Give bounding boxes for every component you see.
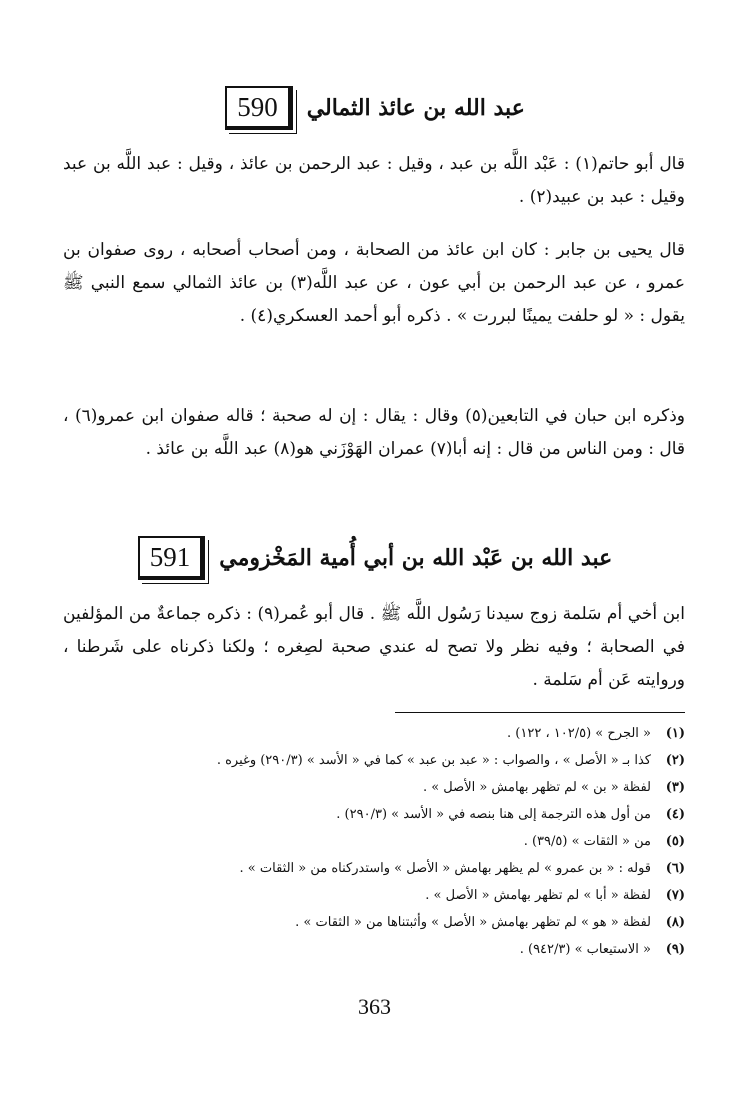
footnote xyxy=(63,936,685,963)
entry-paragraph: وذكره ابن حبان في التابعين(٥) وقال : يقال : إن له صحبة ؛ قاله صفوان ابن عمرو(٦) ، قال : ومن الناس من قال : إنه أبا(٧) عمران الهَوْزَني هو(٨) عبد اللَّه بن عائذ . xyxy=(63,406,685,459)
entry-number-box: 591 xyxy=(138,536,206,580)
footnote xyxy=(63,774,685,801)
footnote-text: لفظة « بن » لم تظهر بهامش « الأصل » . xyxy=(422,780,651,795)
footnote xyxy=(63,855,685,882)
footnote xyxy=(63,909,685,936)
footnote-text: « الاستيعاب » (٩٤٢/٣) . xyxy=(519,942,651,957)
footnote-number: (٢) xyxy=(665,753,685,768)
footnote xyxy=(63,801,685,828)
footnote-text: « الجرح » (١٠٢/٥ ، ١٢٢) . xyxy=(507,726,651,741)
entry-heading-591 xyxy=(65,536,685,580)
entry-title: عبد الله بن عائذ الثمالي xyxy=(306,95,525,121)
entry-title: عبد الله بن عَبْد الله بن أبي أُمية المَخْزومي xyxy=(219,545,613,571)
footnote-text: قوله : « بن عمرو » لم يظهر بهامش « الأصل » واستدركناه من « الثقات » . xyxy=(239,861,651,876)
footnote-text: كذا بـ « الأصل » ، والصواب : « عبد بن عبد » كما في « الأسد » (٢٩٠/٣) وغيره . xyxy=(216,753,651,768)
footnote-text: من أول هذه الترجمة إلى هنا بنصه في « الأسد » (٢٩٠/٣) . xyxy=(336,807,651,822)
footnote-number: (٩) xyxy=(665,942,685,957)
footnotes xyxy=(63,720,685,963)
footnote-number: (٥) xyxy=(665,834,685,849)
footnote-separator xyxy=(395,712,685,713)
footnote-number: (٣) xyxy=(665,780,685,795)
footnote xyxy=(63,828,685,855)
footnote-text: لفظة « أبا » لم تظهر بهامش « الأصل » . xyxy=(425,888,651,903)
footnote-text: لفظة « هو » لم تظهر بهامش « الأصل » وأثبتناها من « الثقات » . xyxy=(295,915,651,930)
footnote-number: (٦) xyxy=(665,861,685,876)
footnote xyxy=(63,882,685,909)
entry-heading-590 xyxy=(65,86,685,130)
entry-paragraph: قال يحيى بن جابر : كان ابن عائذ من الصحابة ، ومن أصحاب أصحابه ، روى صفوان بن عمرو ، عن عبد الرحمن بن أبي عون ، عن عبد اللَّه(٣) بن عائذ الثمالي سمع النبي ﷺ يقول : « لو حلفت يمينًا لبررت » . ذكره أبو أحمد العسكري(٤) . xyxy=(63,240,685,326)
footnote-number: (١) xyxy=(665,726,685,741)
footnote-number: (٤) xyxy=(665,807,685,822)
footnote xyxy=(63,747,685,774)
footnote-text: من « الثقات » (٣٩/٥) . xyxy=(523,834,651,849)
entry-paragraph: قال أبو حاتم(١) : عَبْد اللَّه بن عبد ، وقيل : عبد الرحمن بن عائذ ، وقيل : عبد اللَّه بن عبد وقيل : عبد بن عبيد(٢) . xyxy=(63,154,685,207)
entry-number-box: 590 xyxy=(225,86,293,130)
page-number: 363 xyxy=(358,994,391,1019)
entry-paragraph: ابن أخي أم سَلمة زوج سيدنا رَسُول اللَّه ﷺ . قال أبو عُمر(٩) : ذكره جماعةٌ من المؤلفين في الصحابة ؛ وفيه نظر ولا تصح له عندي صحبة لصِغره ؛ ولكنا ذكرناه على شَرطنا ، وروايته عَن أم سَلمة . xyxy=(63,604,686,690)
footnote-number: (٨) xyxy=(665,915,685,930)
footnote xyxy=(63,720,685,747)
footnote-number: (٧) xyxy=(665,888,685,903)
